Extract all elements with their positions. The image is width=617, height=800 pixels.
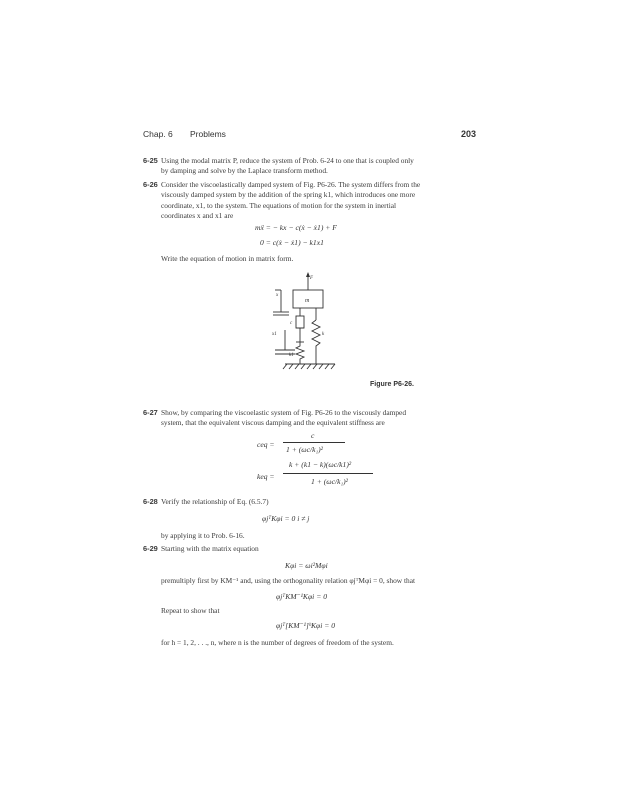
orthogonality-eq-3: φjᵀ[KM⁻¹]ʰKφi = 0 xyxy=(276,621,336,630)
problem-number: 6-27 xyxy=(143,408,158,417)
fraction-bar xyxy=(283,473,373,474)
orthogonality-eq-2: φjᵀKM⁻¹Kφi = 0 xyxy=(276,592,328,601)
problem-6-28 xyxy=(143,497,475,507)
label-x1: x1 xyxy=(272,332,277,337)
problem-text: by damping and solve by the Laplace transform method. xyxy=(161,166,328,176)
problem-6-29 xyxy=(143,544,475,554)
problem-number: 6-25 xyxy=(143,156,158,165)
problem-number: 6-29 xyxy=(143,544,158,553)
problem-text: Repeat to show that xyxy=(161,606,220,615)
figure-p6-26 xyxy=(255,272,365,390)
problem-text: coordinate, x1, to the system. The equations of motion for the system in inertial xyxy=(161,200,397,210)
equation-motion-1: mẍ = − kx − c(ẋ − ẋ1) + F xyxy=(255,223,337,232)
keq-label: keq = xyxy=(257,472,275,481)
keq-denominator: 1 + (ωc/k₁)² xyxy=(311,477,348,486)
problem-6-26 xyxy=(143,180,475,222)
problem-text: premultiply first by KM⁻¹ and, using the orthogonality relation φjᵀMφi = 0, show that xyxy=(161,576,416,585)
problem-number: 6-26 xyxy=(143,180,158,189)
problem-text: Verify the relationship of Eq. (6.5.7) xyxy=(161,497,269,506)
matrix-equation: Kφi = ωi²Mφi xyxy=(285,561,328,570)
problem-6-27 xyxy=(143,408,475,429)
problem-text: Write the equation of motion in matrix form. xyxy=(161,254,294,263)
problem-text: by applying it to Prob. 6-16. xyxy=(161,531,245,540)
ceq-numerator: c xyxy=(311,431,315,440)
label-spring: k xyxy=(322,332,325,337)
label-x: x xyxy=(276,293,279,298)
problem-text: viscously damped system by the addition of the spring k1, which introduces one more xyxy=(161,190,416,200)
problem-text: for h = 1, 2, . . ., n, where n is the number of degrees of freedom of the system. xyxy=(161,638,394,647)
problem-text: Using the modal matrix P, reduce the system of Prob. 6-24 to one that is coupled only xyxy=(161,156,414,165)
ceq-denominator: 1 + (ωc/k₁)² xyxy=(286,445,323,454)
label-spring1: k1 xyxy=(289,353,294,358)
problem-number: 6-28 xyxy=(143,497,158,506)
fraction-bar xyxy=(283,442,345,443)
page-number: 203 xyxy=(461,129,477,139)
equation-motion-2: 0 = c(ẋ − ẋ1) − k1x1 xyxy=(260,238,324,247)
problem-6-25 xyxy=(143,156,475,177)
problem-text: Starting with the matrix equation xyxy=(161,544,259,553)
section-label: Problems xyxy=(190,129,226,139)
label-damper: c xyxy=(290,321,293,326)
ceq-label: ceq = xyxy=(257,440,275,449)
problem-text: system, that the equivalent viscous damping and the equivalent stiffness are xyxy=(161,418,385,428)
figure-caption: Figure P6-26. xyxy=(370,381,414,388)
chapter-label: Chap. 6 xyxy=(143,129,173,139)
orthogonality-eq: φjᵀKφi = 0 i ≠ j xyxy=(262,514,310,523)
problem-text: coordinates x and x1 are xyxy=(161,211,234,221)
keq-numerator: k + (k1 − k)(ωc/k1)² xyxy=(289,460,352,469)
problem-text: Show, by comparing the viscoelastic system of Fig. P6-26 to the viscously damped xyxy=(161,408,407,417)
problem-text: Consider the viscoelastically damped system of Fig. P6-26. The system differs from the xyxy=(161,180,421,189)
label-force: F xyxy=(310,276,314,281)
label-mass: m xyxy=(305,298,310,304)
